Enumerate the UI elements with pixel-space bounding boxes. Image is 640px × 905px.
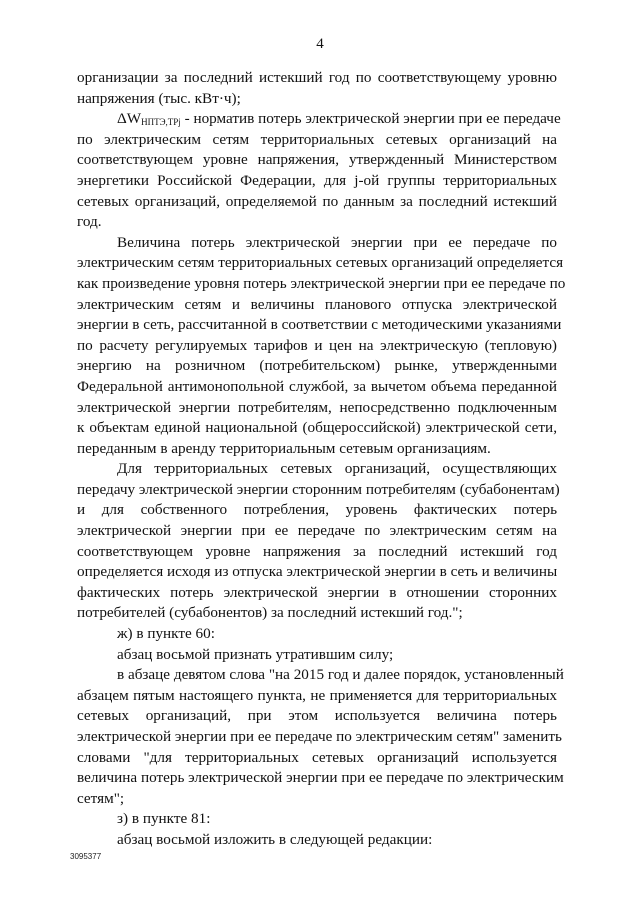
text-line: электрической энергии потребителям, непосредственно подключенным: [77, 398, 557, 416]
text-line: в абзаце девятом слова "на 2015 год и далее порядок, установленный: [117, 666, 564, 684]
text-line: энергии в сеть, рассчитанной в соответствии с методическими указаниями: [77, 316, 562, 334]
text-line: как произведение уровня потерь электрической энергии при ее передаче по: [77, 274, 566, 292]
text-line: величина потерь электрической энергии при ее передаче по электрическим: [77, 769, 564, 787]
text-line: абзац восьмой признать утратившим силу;: [117, 645, 394, 663]
text-line: абзацем пятым настоящего пункта, не применяется для территориальных: [77, 686, 557, 704]
text-line: по электрическим сетям территориальных сетевых организаций на: [77, 130, 557, 148]
text-line: напряжения (тыс. кВт·ч);: [77, 89, 241, 107]
text-line: Величина потерь электрической энергии при ее передаче по: [117, 233, 557, 251]
formula-description: - норматив потерь электрической энергии при ее передаче: [180, 110, 561, 128]
text-line: электрической энергии при ее передаче по электрическим сетям на: [77, 522, 557, 540]
text-line: Федеральной антимонопольной службой, за вычетом объема переданной: [77, 377, 557, 395]
text-line: энергетики Российской Федерации, для j-ой группы территориальных: [77, 171, 557, 189]
text-line: фактических потерь электрической энергии в отношении сторонних: [77, 583, 557, 601]
formula-subscript: НПТЭ,ТРj: [141, 117, 181, 128]
text-line: з) в пункте 81:: [117, 810, 211, 828]
text-line: ж) в пункте 60:: [117, 625, 215, 643]
text-line: электрической энергии при ее передаче по электрическим сетям" заменить: [77, 728, 562, 745]
text-line: к объектам единой национальной (общероссийской) электрической сети,: [77, 419, 557, 437]
text-line: словами "для территориальных сетевых организаций используется: [77, 748, 557, 766]
text-line: электрическим сетям территориальных сетевых организаций определяется: [77, 254, 564, 272]
text-line: соответствующем уровне напряжения за последний истекший год: [77, 542, 557, 560]
document-body: [77, 68, 566, 851]
text-line: соответствующем уровне напряжения, утвержденный Министерством: [77, 151, 557, 169]
text-line: [77, 109, 561, 130]
text-line: абзац восьмой изложить в следующей редакции:: [117, 830, 433, 848]
text-line: энергию на розничном (потребительском) рынке, утвержденными: [77, 357, 557, 375]
text-line: организации за последний истекший год по соответствующему уровню: [77, 69, 557, 86]
text-line: год.: [77, 213, 102, 231]
text-line: и для собственного потребления, уровень фактических потерь: [77, 501, 557, 519]
text-line: переданным в аренду территориальным сетевым организациям.: [77, 439, 491, 457]
formula-symbol: ΔW: [117, 110, 142, 128]
text-line: электрическим сетям и величины планового отпуска электрической: [77, 295, 557, 313]
text-line: сетевых организаций, при этом используется величина потерь: [77, 707, 557, 725]
text-line: определяется исходя из отпуска электрической энергии в сеть и величины: [77, 563, 558, 581]
text-line: сетям";: [77, 789, 125, 807]
document-id: 3095377: [70, 852, 102, 861]
text-line: передачу электрической энергии сторонним потребителям (субабонентам): [77, 480, 560, 498]
text-line: Для территориальных сетевых организаций, осуществляющих: [117, 460, 557, 478]
text-line: сетевых организаций, определяемой по данным за последний истекший: [77, 192, 557, 210]
text-line: по расчету регулируемых тарифов и цен на электрическую (тепловую): [77, 336, 557, 354]
page-number: 4: [316, 36, 324, 52]
text-line: потребителей (субабонентов) за последний истекший год.";: [77, 604, 463, 622]
